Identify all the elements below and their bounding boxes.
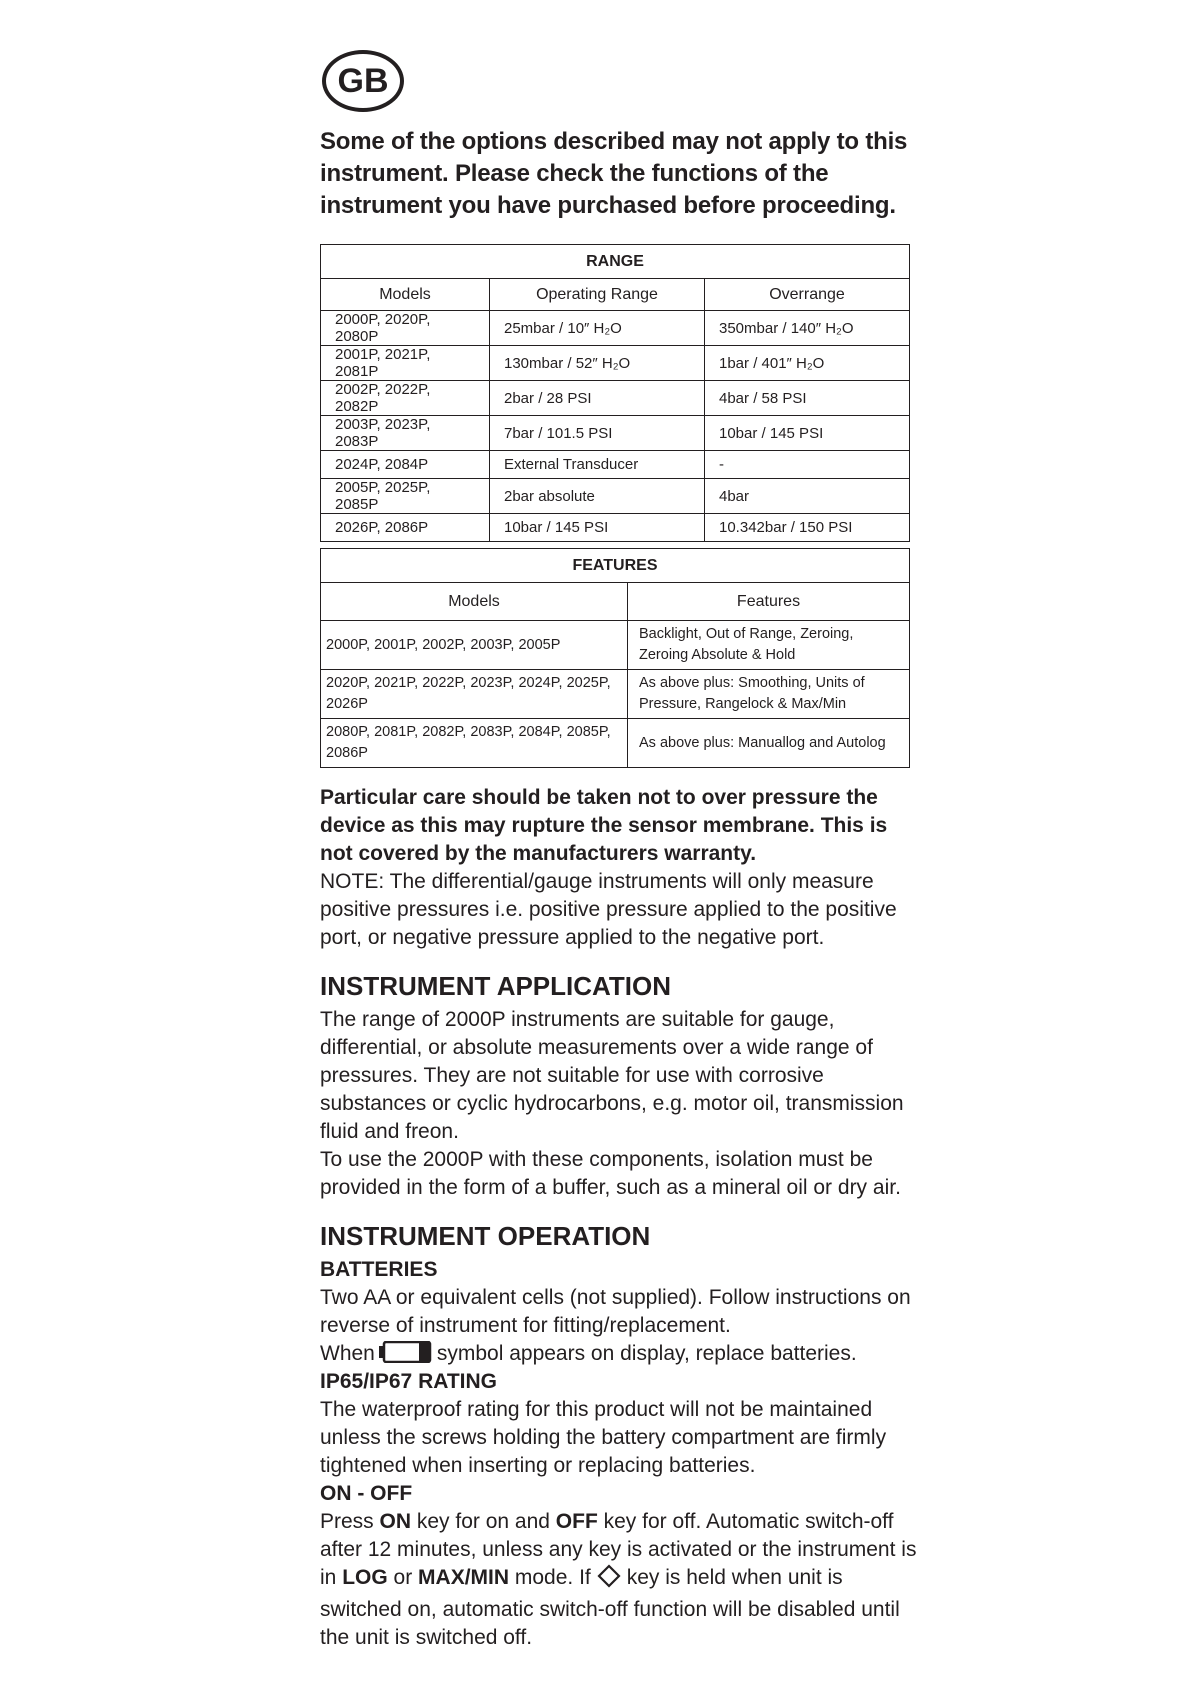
range-overrange: 10.342bar / 150 PSI xyxy=(705,514,910,542)
features-models: 2000P, 2001P, 2002P, 2003P, 2005P xyxy=(321,621,628,670)
range-overrange: 4bar / 58 PSI xyxy=(705,381,910,416)
application-paragraph: The range of 2000P instruments are suitable for gauge, differential, or absolute measurements over a wide range of pressures. They are not suitable for use with corrosive substances or cyclic hydrocarbons, e.g. motor oil, transmission fluid and freon. xyxy=(320,1008,904,1143)
table-row xyxy=(321,311,910,346)
text-run: key is held when unit is switched on, automatic switch-off function will be disabled until the unit is switched off. xyxy=(320,1566,900,1649)
table-row xyxy=(321,346,910,381)
battery-low-icon xyxy=(379,1341,433,1363)
table-row xyxy=(321,670,910,719)
battery-symbol-line xyxy=(320,1340,920,1368)
range-operating: 2bar / 28 PSI xyxy=(490,381,705,416)
range-operating: 2bar absolute xyxy=(490,479,705,514)
application-heading: INSTRUMENT APPLICATION xyxy=(320,971,671,1001)
diamond-key-icon xyxy=(597,1564,621,1596)
range-overrange: 4bar xyxy=(705,479,910,514)
range-operating: 130mbar / 52″ H₂O xyxy=(490,346,705,381)
on-off-paragraph xyxy=(320,1508,920,1652)
battery-line-start: When xyxy=(320,1342,375,1365)
text-run: Press xyxy=(320,1510,380,1533)
table-row xyxy=(321,479,910,514)
range-models: 2005P, 2025P, 2085P xyxy=(321,479,490,514)
maxmin-mode-label: MAX/MIN xyxy=(418,1566,510,1589)
table-row xyxy=(321,621,910,670)
features-header-models: Models xyxy=(321,583,628,621)
intro-notice: Some of the options described may not apply to this instrument. Please check the functions of the instrument you have purchased before proceeding. xyxy=(320,128,908,219)
range-models: 2003P, 2023P, 2083P xyxy=(321,416,490,451)
ip-rating-paragraph: The waterproof rating for this product will not be maintained unless the screws holding the battery compartment are firmly tightened when inserting or replacing batteries. xyxy=(320,1398,887,1477)
ip-rating-heading: IP65/IP67 RATING xyxy=(320,1370,498,1393)
range-models: 2024P, 2084P xyxy=(321,451,490,479)
table-row xyxy=(321,451,910,479)
table-row xyxy=(321,719,910,768)
batteries-paragraph: Two AA or equivalent cells (not supplied). Follow instructions on reverse of instrument for fitting/replacement. xyxy=(320,1286,911,1337)
table-row xyxy=(321,416,910,451)
text-run: or xyxy=(387,1566,419,1589)
range-overrange: 350mbar / 140″ H₂O xyxy=(705,311,910,346)
range-operating: 25mbar / 10″ H₂O xyxy=(490,311,705,346)
range-overrange: - xyxy=(705,451,910,479)
range-header-models: Models xyxy=(321,279,490,311)
application-paragraph-2: To use the 2000P with these components, isolation must be provided in the form of a buffer, such as a mineral oil or dry air. xyxy=(320,1148,901,1199)
features-models: 2020P, 2021P, 2022P, 2023P, 2024P, 2025P, 2026P xyxy=(321,670,628,719)
text-run: key for off. Automatic switch-off after 12 minutes, unless any key is activated or the instrument is in xyxy=(320,1510,917,1589)
country-badge-label: GB xyxy=(337,61,389,100)
features-list: As above plus: Smoothing, Units of Pressure, Rangelock & Max/Min xyxy=(628,670,910,719)
range-overrange: 10bar / 145 PSI xyxy=(705,416,910,451)
text-run: key for on and xyxy=(411,1510,556,1533)
table-row xyxy=(321,514,910,542)
range-header-overrange: Overrange xyxy=(705,279,910,311)
on-off-heading: ON - OFF xyxy=(320,1482,413,1505)
on-key-label: ON xyxy=(379,1510,412,1533)
off-key-label: OFF xyxy=(555,1510,598,1533)
features-list: As above plus: Manuallog and Autolog xyxy=(628,719,910,768)
range-models: 2000P, 2020P, 2080P xyxy=(321,311,490,346)
operation-heading: INSTRUMENT OPERATION xyxy=(320,1221,651,1251)
country-badge xyxy=(322,50,404,112)
text-run: mode. If xyxy=(509,1566,591,1589)
range-models: 2002P, 2022P, 2082P xyxy=(321,381,490,416)
range-header-operating: Operating Range xyxy=(490,279,705,311)
range-operating: 7bar / 101.5 PSI xyxy=(490,416,705,451)
range-overrange: 1bar / 401″ H₂O xyxy=(705,346,910,381)
batteries-heading: BATTERIES xyxy=(320,1258,438,1281)
range-operating: External Transducer xyxy=(490,451,705,479)
table-row xyxy=(321,381,910,416)
range-models: 2001P, 2021P, 2081P xyxy=(321,346,490,381)
features-header-features: Features xyxy=(628,583,910,621)
features-models: 2080P, 2081P, 2082P, 2083P, 2084P, 2085P, 2086P xyxy=(321,719,628,768)
manual-page xyxy=(320,50,920,1652)
features-table xyxy=(320,548,910,768)
range-table-title: RANGE xyxy=(321,245,910,279)
battery-line-end: symbol appears on display, replace batteries. xyxy=(436,1342,857,1365)
range-table xyxy=(320,244,910,542)
log-mode-label: LOG xyxy=(342,1566,388,1589)
features-list: Backlight, Out of Range, Zeroing, Zeroing Absolute & Hold xyxy=(628,621,910,670)
overpressure-warning: Particular care should be taken not to over pressure the device as this may rupture the sensor membrane. This is not covered by the manufacturers warranty. xyxy=(320,786,888,865)
range-operating: 10bar / 145 PSI xyxy=(490,514,705,542)
features-table-title: FEATURES xyxy=(321,549,910,583)
range-models: 2026P, 2086P xyxy=(321,514,490,542)
note-paragraph: NOTE: The differential/gauge instruments will only measure positive pressures i.e. positive pressure applied to the positive port, or negative pressure applied to the negative port. xyxy=(320,870,897,949)
